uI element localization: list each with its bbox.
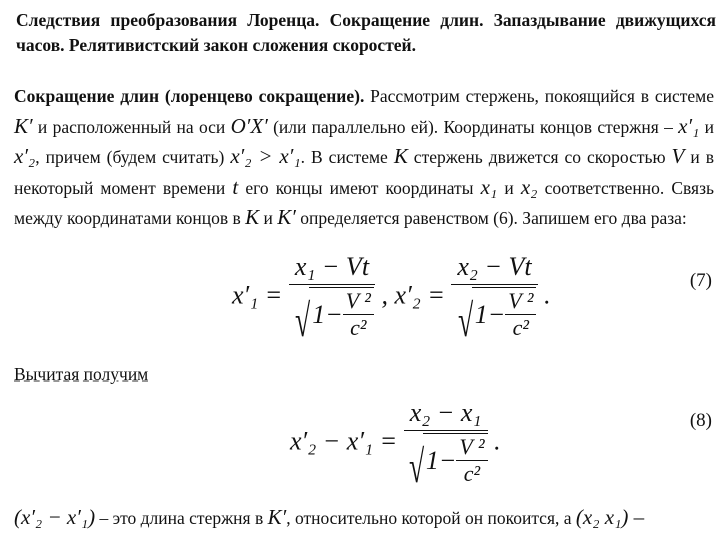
body-paragraph: [14, 82, 714, 234]
math-K: K: [393, 144, 408, 168]
math-inequality: x′₂ > x′₁: [230, 144, 301, 168]
eq7-lhs2: , x′₂ =: [381, 280, 445, 310]
eq7-numerator-1: x₁ − Vt: [289, 252, 375, 285]
text-run: и: [259, 208, 278, 228]
math-axis: O′X′: [230, 113, 268, 138]
text-run: и в некоторый момент времени: [14, 147, 714, 198]
eq7-fraction-1: [289, 252, 375, 346]
text-run: определяется равенством (6). Запишем его два раза:: [295, 208, 687, 228]
math-length: (x₂ x₁) –: [575, 505, 645, 529]
eq8-numerator: x₂ − x₁: [404, 398, 488, 431]
eq8-fraction: [404, 398, 488, 492]
math-V: V: [671, 144, 685, 168]
text-run: , причем (будем считать): [35, 147, 231, 167]
equation-8: x′₂ − x′₁ = x₂ − x₁ √ 1− $\frac{\text{V ²}}{\text{c²}}$ .: [290, 398, 501, 492]
eq7-lhs1: x′₁ =: [232, 280, 283, 310]
equation-8-label: (8): [689, 410, 712, 431]
sqrt-symbol: √ 1− $\frac{\text{V ²}}{\text{c²}}$: [404, 433, 488, 487]
sqrt-symbol: √ 1− $\frac{\text{V ²}}{\text{c²}}$: [290, 287, 374, 341]
text-run: соответственно. Связь между координатами концов в: [14, 177, 715, 228]
text-run: его концы имеют координаты: [238, 177, 481, 198]
subtract-text: Вычитая получим: [14, 364, 149, 384]
text-run: (или параллельно ей). Координаты концов стержня –: [267, 116, 679, 137]
math-length-prime: (x′₂ − x′₁): [14, 505, 96, 529]
text-run: и расположенный на оси: [32, 116, 231, 137]
math-x1-prime: x′₁: [678, 113, 700, 138]
math-K-prime: K′: [14, 113, 33, 138]
math-K: K: [245, 205, 260, 229]
eq7-numerator-2: x₂ − Vt: [451, 252, 537, 285]
equation-7: x′₁ = x₁ − Vt √ 1− $\frac{\text{V ²}}{\text{c²}}$ , x′₂ = x₂ − Vt √ 1− $\frac{\text{V ²}}{\text{c²}}$ .: [232, 252, 551, 346]
text-run: и: [699, 116, 715, 137]
eq8-lhs: x′₂ − x′₁ =: [290, 426, 398, 456]
math-x2: x₂: [520, 174, 538, 199]
math-t: t: [232, 174, 239, 199]
sqrt-symbol: √ 1− $\frac{\text{V ²}}{\text{c²}}$: [453, 287, 537, 341]
math-x1: x₁: [480, 174, 498, 199]
text-run: стержень движется со скоростью: [407, 147, 672, 167]
text-run: и: [497, 177, 521, 198]
math-K-prime: K′: [277, 205, 296, 229]
math-x2-prime: x′₂: [14, 144, 36, 168]
math-K-prime: K′: [267, 505, 287, 529]
text-run: Рассмотрим стержень, покоящийся в системе: [364, 86, 714, 106]
equation-7-label: (7): [689, 270, 712, 291]
paragraph-lead: Сокращение длин (лоренцево сокращение).: [14, 86, 365, 106]
eq7-fraction-2: [451, 252, 537, 346]
text-run: . В системе: [300, 147, 394, 167]
bottom-line: (x′₂ − x′₁) – это длина стержня в K′, относительно которой он покоится, а (x₂ x₁) –: [14, 505, 645, 529]
slide-title: Следствия преобразования Лоренца. Сокращение длин. Запаздывание движущихся часов. Релятивистский закон сложения скоростей.: [16, 10, 716, 55]
